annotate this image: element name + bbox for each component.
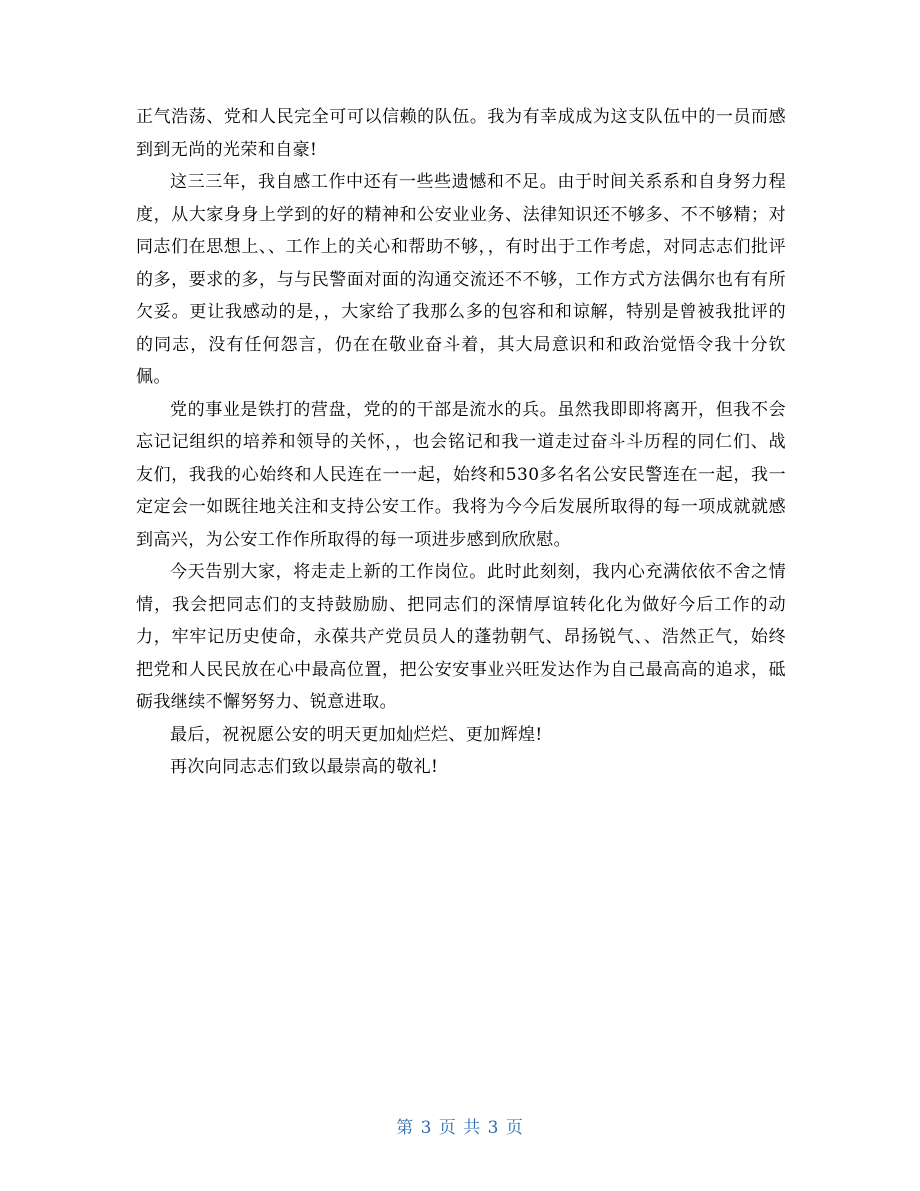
paragraph-6: 再次向同志志们致以最崇高的敬礼! xyxy=(170,757,439,777)
paragraph-5: 最后，祝祝愿公安的明天更加灿烂烂、更加辉煌! xyxy=(170,724,543,745)
paragraph-1: 正气浩荡、党和人民完全可可以信赖的队伍。我为有幸成成为这支队伍中的一员而感到到无尚的光荣和自豪! xyxy=(136,107,786,160)
paragraph-3: 党的事业是铁打的营盘，党的的干部是流水的兵。虽然我即即将离开，但我不会忘记记组织的培养和领导的关怀，，也会铭记和我一道走过奋斗斗历程的同仁们、战友们，我我的心始终和人民连在一一起，始终和530多名名公安民警连在一起，我一定定会一如既往地关注和支持公安工作。我将为今今后发展所取得的每一项成就就感到高兴，为公安工作作所取得的每一项进步感到欣欣慰。 xyxy=(136,399,786,550)
paragraph-2: 这三三年，我自感工作中还有一些些遗憾和不足。由于时间关系系和自身努力程度，从大家身身上学到的好的精神和公安业业务、法律知识还不够多、不不够精；对同志们在思想上、、工作上的关心和帮助不够，，有时出于工作考虑，对同志志们批评的多，要求的多，与与民警面对面的沟通交流还不不够，工作方式方法偶尔也有有所欠妥。更让我感动的是，，大家给了我那么多的包容和和谅解，特别是曾被我批评的的同志，没有任何怨言，仍在在敬业奋斗着，其大局意识和和政治觉悟令我十分钦佩。 xyxy=(136,172,786,387)
document-body xyxy=(136,101,786,784)
page-number-footer: 第 3 页 共 3 页 xyxy=(396,1118,524,1138)
paragraph-4: 今天告别大家，将走走上新的工作岗位。此时此刻刻，我内心充满依依不舍之情情，我会把同志们的支持鼓励励、把同志们的深情厚谊转化化为做好今后工作的动力，牢牢记历史使命，永葆共产党员员人的蓬勃朝气、昂扬锐气、、浩然正气，始终把党和人民民放在心中最高位置，把公安安事业兴旺发达作为自己最高高的追求，砥砺我继续不懈努努力、锐意进取。 xyxy=(136,562,786,712)
